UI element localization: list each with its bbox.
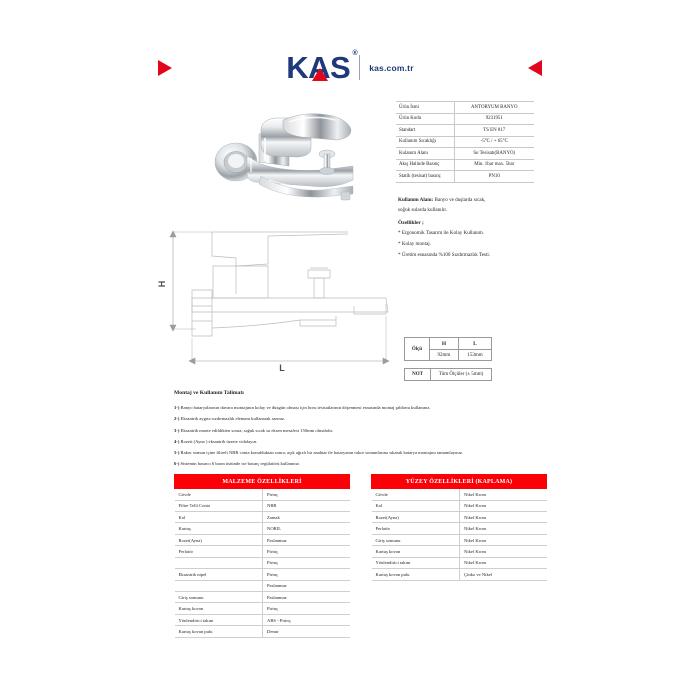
table-row	[175, 626, 350, 637]
value-h: 92mm	[429, 350, 458, 361]
table-row	[372, 512, 547, 523]
table-row	[396, 159, 534, 171]
part-name	[175, 580, 263, 591]
part-name: Yönlendirici takım	[175, 614, 263, 625]
part-coating: Çinko ve Nikel	[460, 569, 547, 580]
part-material: Pirinç	[263, 603, 350, 614]
spec-label: Akış Halinde Basınç	[396, 159, 454, 171]
item-number: 5-)	[174, 450, 180, 455]
measure-label: Ölçü	[405, 338, 430, 361]
note-table	[404, 368, 492, 381]
logo-text: KAS	[286, 50, 351, 85]
column-header-l: L	[458, 338, 491, 350]
part-coating: Nikel Krom	[460, 557, 547, 568]
length-label: L	[279, 363, 285, 373]
table-row	[396, 148, 534, 160]
spec-value: -5°C / + 65°C	[454, 136, 534, 148]
list-item	[174, 425, 534, 436]
logo-wordmark	[286, 50, 358, 85]
feature-item: * Kolay montaj.	[398, 241, 431, 248]
part-material: Pirinç	[263, 546, 350, 557]
item-number: 3-)	[174, 427, 180, 433]
note-label: NOT	[405, 369, 431, 381]
usage-line-1	[398, 196, 543, 206]
part-name: Kartuş kovan	[175, 603, 263, 614]
part-name: Kartuş	[175, 523, 263, 534]
part-coating: Nikel Krom	[460, 546, 547, 557]
part-name: Eksantrik nipel	[175, 569, 263, 580]
item-text: Rakor somun içine filtreli NBR conta konulduktan sonra, açık ağızlı bir anahtar ile bataryanın rakor somunlarına sıkarak batarya montajını tamamlayınız.	[180, 450, 464, 455]
item-number: 2-)	[174, 416, 180, 422]
spec-label: Standart	[396, 125, 454, 137]
surface-table-title: YÜZEY ÖZELLİKLERİ (KAPLAMA)	[372, 475, 547, 489]
part-name: Gövde	[175, 489, 263, 500]
part-name: Gövde	[372, 489, 460, 500]
table-row	[405, 338, 492, 350]
item-number: 6-)	[174, 461, 180, 467]
instructions-title: Montaj ve Kullanım Talimatı	[174, 390, 244, 396]
table-row	[396, 136, 534, 148]
table-header-row	[372, 475, 547, 489]
spec-value: TS EN 817	[454, 125, 534, 137]
part-name: Yönlendirici takım	[372, 557, 460, 568]
website-url: kas.com.tr	[369, 62, 414, 73]
part-name: Filtre Telli Conta	[175, 500, 263, 511]
logo-triangle-icon	[312, 68, 328, 81]
table-row	[372, 557, 547, 568]
list-item	[174, 447, 534, 458]
item-text: Eksantrik aygıta sızdırmazlık elemanı kullanarak sarınız.	[180, 416, 286, 422]
part-coating: Nikel Krom	[460, 500, 547, 511]
table-row	[372, 534, 547, 545]
part-material: Zamak	[263, 512, 350, 523]
list-item	[174, 402, 534, 413]
item-text: Sistemin basıncı 6 barın üstünde ise basınç regülatörü kullanınız.	[180, 461, 301, 467]
part-material: Pirinç	[263, 489, 350, 500]
product-photo	[203, 104, 375, 204]
part-name: Rozet(Ayna)	[372, 512, 460, 523]
feature-item: * Ergonomik Tasarım ile Kolay Kullanım.	[398, 230, 485, 237]
part-material: Paslanmaz	[263, 580, 350, 591]
spec-label: Ürün İsmi	[396, 102, 454, 114]
usage-text-2: soğuk sularda kullanılır.	[398, 206, 448, 213]
dimension-table	[404, 337, 492, 361]
table-row	[175, 512, 350, 523]
part-coating: Nikel Krom	[460, 534, 547, 545]
part-name: Giriş somunu	[372, 534, 460, 545]
table-row	[372, 489, 547, 500]
table-row	[175, 500, 350, 511]
part-material: Pirinç	[263, 557, 350, 568]
table-row	[175, 614, 350, 625]
list-item	[174, 458, 534, 469]
registered-mark-icon: ®	[352, 50, 358, 57]
table-row	[405, 369, 492, 381]
table-row	[175, 591, 350, 602]
column-header-h: H	[429, 338, 458, 350]
usage-heading: Kullanım Alanı:	[398, 197, 434, 203]
spec-label: Kulanım Alanı	[396, 148, 454, 160]
table-row	[396, 171, 534, 183]
table-header-row	[175, 475, 350, 489]
list-item	[174, 413, 534, 424]
part-name	[175, 557, 263, 568]
table-row	[372, 500, 547, 511]
part-name: Kartuş kovan	[372, 546, 460, 557]
spec-value: ANTORYUM BANYO	[454, 102, 534, 114]
logo-divider	[359, 55, 360, 80]
material-table-title: MALZEME ÖZELLİKLERİ	[175, 475, 350, 489]
spec-label: Statik (tesisat) basınç	[396, 171, 454, 183]
table-row	[175, 569, 350, 580]
material-properties-table	[174, 474, 350, 638]
height-label: H	[157, 280, 167, 288]
usage-text-1: Banyo ve duşlarda sıcak,	[434, 197, 486, 203]
spec-value: 9231951	[454, 113, 534, 125]
part-coating: Nikel Krom	[460, 512, 547, 523]
part-material: Paslanmaz	[263, 591, 350, 602]
part-name: Perlatör	[175, 546, 263, 557]
part-name: Giriş somunu	[175, 591, 263, 602]
table-row	[396, 102, 534, 114]
spec-value: PN10	[454, 171, 534, 183]
table-row	[175, 603, 350, 614]
part-material: Demir	[263, 626, 350, 637]
feature-item: * Üretim esnasında %100 Sızdırmazlık Testi.	[398, 251, 491, 258]
note-value: Tüm Ölçüler (± 5mm)	[431, 369, 492, 381]
item-number: 4-)	[174, 438, 180, 444]
part-name: Rozet(Ayna)	[175, 534, 263, 545]
table-row	[175, 546, 350, 557]
surface-properties-table	[371, 474, 547, 581]
page-header	[0, 52, 700, 90]
part-name: Perlatör	[372, 523, 460, 534]
part-material: ABS - Pirinç	[263, 614, 350, 625]
item-text: Banyo bataryalarının duvara montajının kolay ve düzgün olması için boru tesisatlarının döşenmesi esnasında montaj şablonu kullanınız.	[180, 405, 431, 410]
instructions-list	[174, 402, 534, 470]
table-row	[372, 569, 547, 580]
table-row	[396, 113, 534, 125]
item-text: Eksantrik monte edildikten sonra, sağuk sıcak su eksen mesafesi 150mm olmalıdır.	[180, 427, 334, 433]
usage-and-features	[398, 196, 543, 260]
features-heading: Özellikler ;	[398, 219, 424, 226]
part-material: Paslanmaz	[263, 534, 350, 545]
spec-label: Ürün Kodu	[396, 113, 454, 125]
part-name: Kartuş kovan pulu	[175, 626, 263, 637]
part-material: NORIL	[263, 523, 350, 534]
table-row	[175, 489, 350, 500]
spec-label: Kullanım Sıcaklığı	[396, 136, 454, 148]
spec-value: Su Tesisatı(BANYO)	[454, 148, 534, 160]
value-l: 153mm	[458, 350, 491, 361]
part-material: Pirinç	[263, 569, 350, 580]
part-material: NBR	[263, 500, 350, 511]
table-row	[175, 534, 350, 545]
table-row	[396, 125, 534, 137]
part-name: Kartuş kovan pulu	[372, 569, 460, 580]
part-coating: Nikel Krom	[460, 523, 547, 534]
brand-logo	[0, 52, 700, 83]
table-row	[175, 557, 350, 568]
list-item	[174, 436, 534, 447]
table-row	[175, 580, 350, 591]
product-spec-table	[396, 101, 534, 183]
part-coating: Nikel Krom	[460, 489, 547, 500]
part-name: Kol	[372, 500, 460, 511]
technical-drawing	[140, 228, 405, 373]
part-name: Kol	[175, 512, 263, 523]
table-row	[372, 546, 547, 557]
item-number: 1-)	[174, 405, 180, 410]
item-text: Rozeti (Ayna ) eksantrik üzerie vidalayın.	[180, 438, 258, 444]
spec-value: Min. 1bar max. 5bar	[454, 159, 534, 171]
table-row	[372, 523, 547, 534]
table-row	[175, 523, 350, 534]
